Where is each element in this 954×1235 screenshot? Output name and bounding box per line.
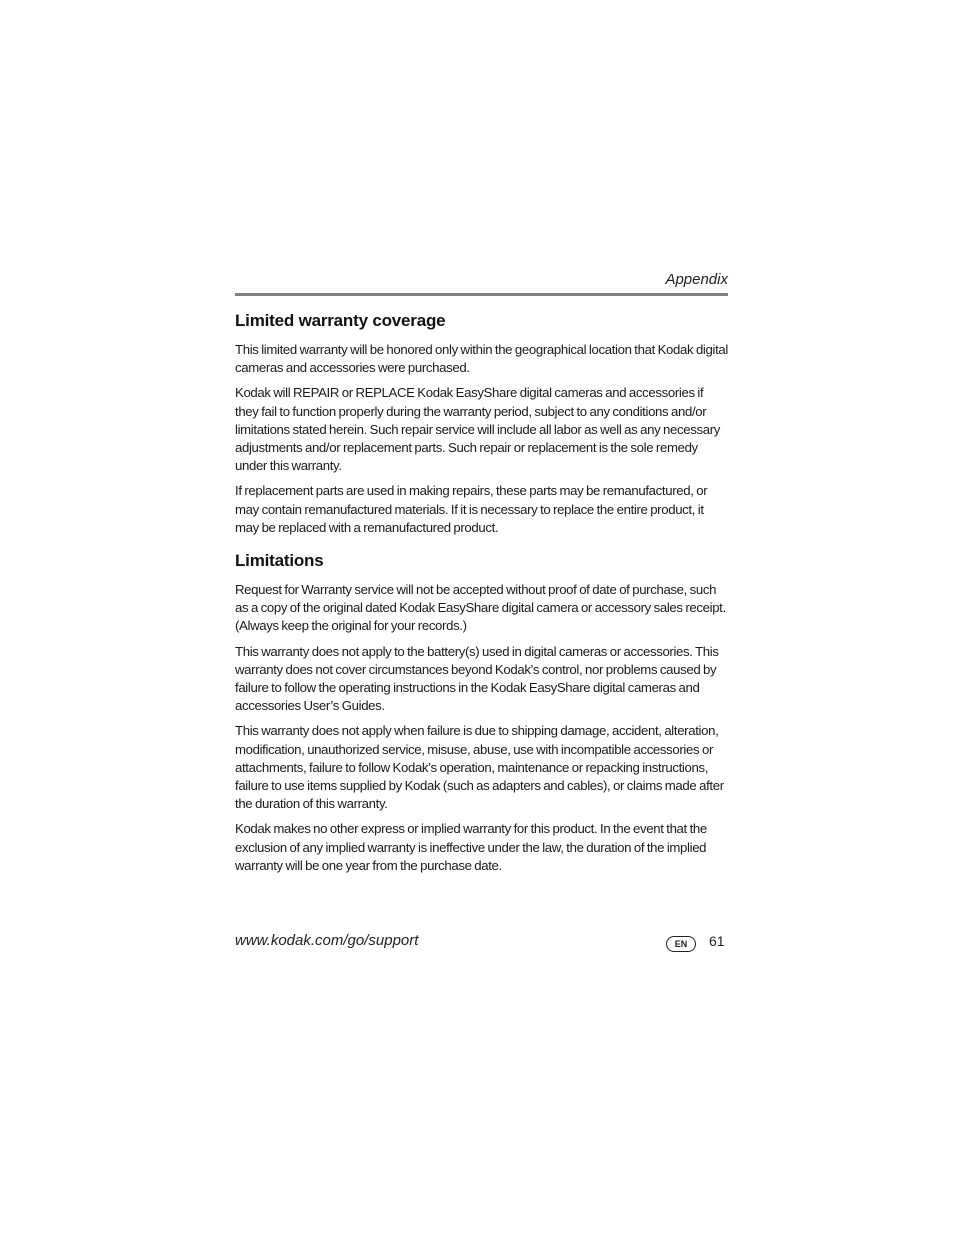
manual-page [235,0,728,1235]
section-limited-warranty-coverage [235,310,728,537]
paragraph: Request for Warranty service will not be accepted without proof of date of purchase, such as a copy of the original dated Kodak EasyShare digital camera or accessory sales receipt. (Always keep the original for your records.) [235,582,726,634]
section-heading: Limitations [235,551,324,571]
paragraph: Kodak will REPAIR or REPLACE Kodak EasyShare digital cameras and accessories if they fail to function properly during the warranty period, subject to any conditions and/or limitations stated herein. Such repair service will include all labor as well as any necessary adjustments and/or replacement parts. Such repair or replacement is the sole remedy under this warranty. [235,385,720,474]
paragraph: If replacement parts are used in making repairs, these parts may be remanufactured, or may contain remanufactured materials. If it is necessary to replace the entire product, it may be replaced with a remanufactured product. [235,483,708,535]
section-heading: Limited warranty coverage [235,311,446,330]
language-badge: EN [666,936,696,952]
section-limitations [235,550,728,875]
paragraph: This limited warranty will be honored only within the geographical location that Kodak digital cameras and accessories were purchased. [235,342,728,376]
paragraph: Kodak makes no other express or implied warranty for this product. In the event that the exclusion of any implied warranty is ineffective under the law, the duration of the implied warranty will be one year from the purchase date. [235,821,707,873]
page-content [235,310,728,882]
header-rule [235,293,728,296]
paragraph: This warranty does not apply to the battery(s) used in digital cameras or accessories. This warranty does not cover circumstances beyond Kodak’s control, nor problems caused by failure to follow the operating instructions in the Kodak EasyShare digital cameras and accessories User’s Guides. [235,643,719,714]
paragraph: This warranty does not apply when failure is due to shipping damage, accident, alteration, modification, unauthorized service, misuse, abuse, use with incompatible accessories or attachments, failure to follow Kodak’s operation, maintenance or repacking instructions, failure to use items supplied by Kodak (such as adapters and cables), or claims made after the duration of this warranty. [235,723,724,812]
running-head: Appendix [665,271,728,288]
page-number: 61 [709,933,725,949]
footer-support-url: www.kodak.com/go/support [235,932,419,949]
